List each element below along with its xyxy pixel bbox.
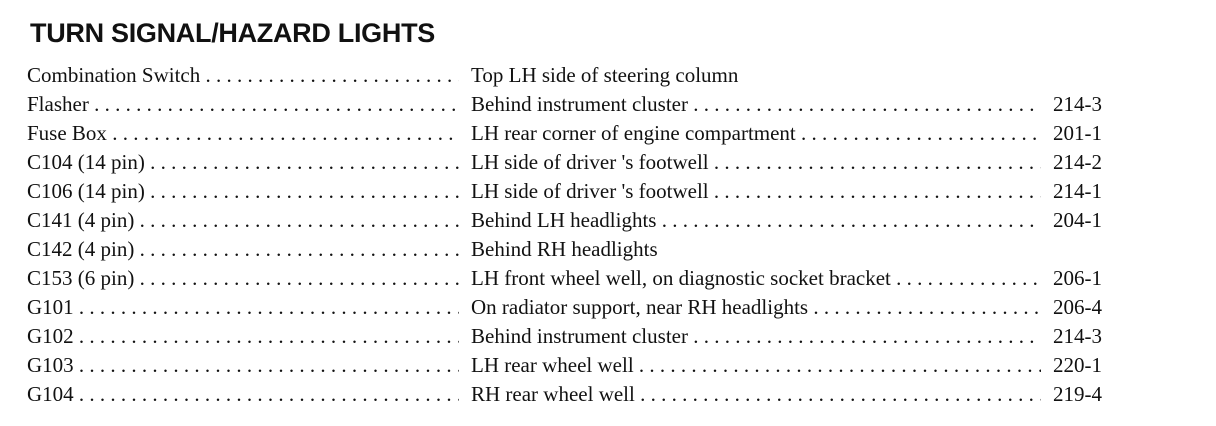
component-location: LH rear wheel well . . .	[471, 351, 1041, 380]
page-reference: 214-3	[1053, 92, 1102, 116]
page-reference: 220-1	[1053, 353, 1102, 377]
page-reference: 206-4	[1053, 295, 1102, 319]
component-name: C106 (14 pin) . . .	[27, 177, 459, 206]
component-name: G102 . . .	[27, 322, 459, 351]
list-item-c106	[27, 177, 1117, 206]
page-reference: 201-1	[1053, 121, 1102, 145]
component-name: C104 (14 pin) . . .	[27, 148, 459, 177]
section-title: TURN SIGNAL/HAZARD LIGHTS	[30, 18, 435, 48]
component-location: LH front wheel well, on diagnostic socket bracket . . .	[471, 264, 1041, 293]
page-reference: 214-3	[1053, 324, 1102, 348]
list-item-combination-switch	[27, 61, 1117, 90]
component-location: Behind instrument cluster . . .	[471, 90, 1041, 119]
component-name: C153 (6 pin) . . .	[27, 264, 459, 293]
component-name: C142 (4 pin) . . .	[27, 235, 459, 264]
list-item-c142	[27, 235, 1117, 264]
list-item-fuse-box	[27, 119, 1117, 148]
component-name: G103 . . .	[27, 351, 459, 380]
list-item-g102	[27, 322, 1117, 351]
component-location: Behind RH headlights	[471, 237, 658, 261]
component-location: LH side of driver 's footwell . . .	[471, 177, 1041, 206]
component-location: LH rear corner of engine compartment . . .	[471, 119, 1041, 148]
page-reference: 204-1	[1053, 208, 1102, 232]
component-name: Flasher . . .	[27, 90, 459, 119]
list-item-c104	[27, 148, 1117, 177]
component-location: LH side of driver 's footwell . . .	[471, 148, 1041, 177]
list-item-g103	[27, 351, 1117, 380]
component-name: G104 . . .	[27, 380, 459, 409]
component-location: Behind instrument cluster . . .	[471, 322, 1041, 351]
component-name: Combination Switch . . .	[27, 61, 459, 90]
component-name: G101 . . .	[27, 293, 459, 322]
component-location: Behind LH headlights . . .	[471, 206, 1041, 235]
list-item-flasher	[27, 90, 1117, 119]
list-item-g104	[27, 380, 1117, 409]
component-name: C141 (4 pin) . . .	[27, 206, 459, 235]
page-reference: 206-1	[1053, 266, 1102, 290]
list-item-c153	[27, 264, 1117, 293]
list-item-g101	[27, 293, 1117, 322]
component-location: On radiator support, near RH headlights . . .	[471, 293, 1041, 322]
page-reference: 214-2	[1053, 150, 1102, 174]
page-reference: 214-1	[1053, 179, 1102, 203]
component-location: Top LH side of steering column	[471, 63, 739, 87]
component-location-list	[27, 61, 1117, 409]
list-item-c141	[27, 206, 1117, 235]
component-location: RH rear wheel well . . .	[471, 380, 1041, 409]
page-reference: 219-4	[1053, 382, 1102, 406]
component-name: Fuse Box . . .	[27, 119, 459, 148]
